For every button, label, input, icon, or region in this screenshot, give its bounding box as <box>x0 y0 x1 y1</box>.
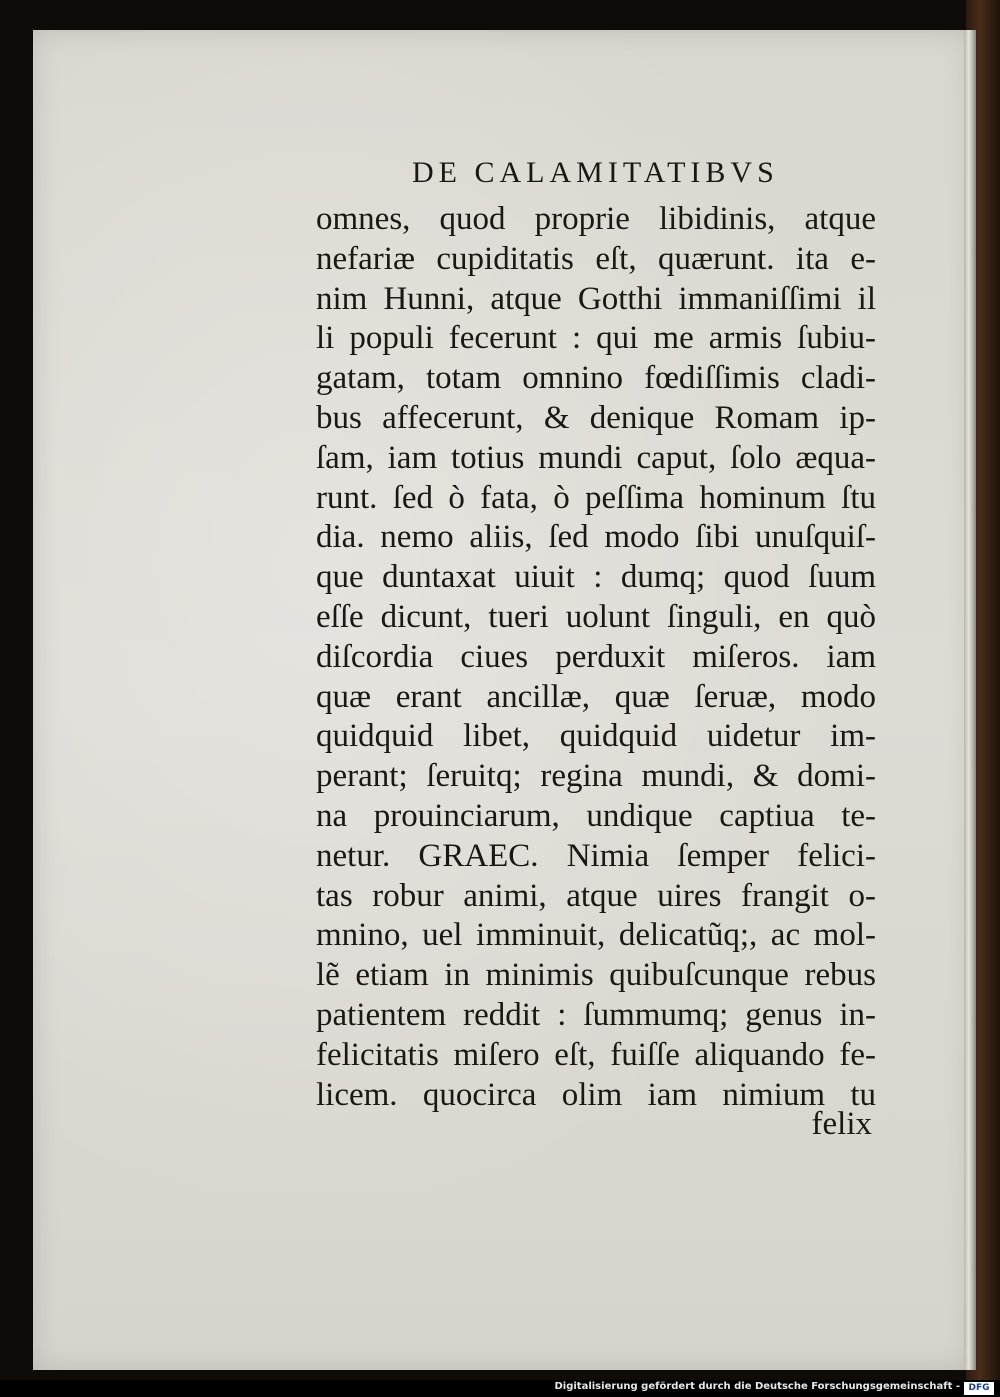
catchword: felix <box>811 1106 872 1142</box>
text-line: dia. nemo aliis, ſed modo ſibi unuſquiſ- <box>316 519 876 556</box>
footer-credit: Digitalisierung gefördert durch die Deutsche Forschungsgemeinschaft - <box>554 1381 960 1392</box>
text-block <box>316 200 876 1115</box>
text-line: mnino, uel imminuit, delicatũq;, ac mol- <box>316 917 876 954</box>
text-line: quæ erant ancillæ, quæ ſeruæ, modo <box>316 678 876 715</box>
text-line: li populi fecerunt : qui me armis ſubiu- <box>316 320 876 357</box>
dfg-logo-icon: DFG <box>964 1382 994 1395</box>
text-line: ſam, iam totius mundi caput, ſolo æqua- <box>316 439 876 476</box>
text-line: nefariæ cupiditatis eſt, quærunt. ita e- <box>316 240 876 277</box>
text-line: lẽ etiam in minimis quibuſcunque rebus <box>316 957 876 994</box>
text-line: eſſe dicunt, tueri uolunt ſinguli, en quò <box>316 598 876 635</box>
page-edge <box>964 30 976 1370</box>
text-line: quidquid libet, quidquid uidetur im- <box>316 718 876 755</box>
text-line: omnes, quod proprie libidinis, atque <box>316 201 876 237</box>
text-line: perant; ſeruitq; regina mundi, & domi- <box>316 758 876 795</box>
text-line: tas robur animi, atque uires frangit o- <box>316 877 876 914</box>
text-line: felicitatis miſero eſt, fuiſſe aliquando fe- <box>316 1036 876 1073</box>
text-line: gatam, totam omnino fœdiſſimis cladi- <box>316 360 876 397</box>
text-line: licem. quocirca olim iam nimium tu <box>316 1076 876 1113</box>
text-line: runt. ſed ò fata, ò peſſima hominum ſtu <box>316 479 876 516</box>
running-head: DE CALAMITATIBVS <box>412 156 779 189</box>
text-line: netur. GRAEC. Nimia ſemper felici- <box>316 837 876 874</box>
text-line: diſcordia ciues perduxit miſeros. iam <box>316 638 876 675</box>
text-line: na prouinciarum, undique captiua te- <box>316 797 876 834</box>
text-line: que duntaxat uiuit : dumq; quod ſuum <box>316 559 876 596</box>
text-line: patientem reddit : ſummumq; genus in- <box>316 996 876 1033</box>
text-line: nim Hunni, atque Gotthi immaniſſimi il <box>316 280 876 317</box>
text-line: bus affecerunt, & denique Romam ip- <box>316 399 876 436</box>
